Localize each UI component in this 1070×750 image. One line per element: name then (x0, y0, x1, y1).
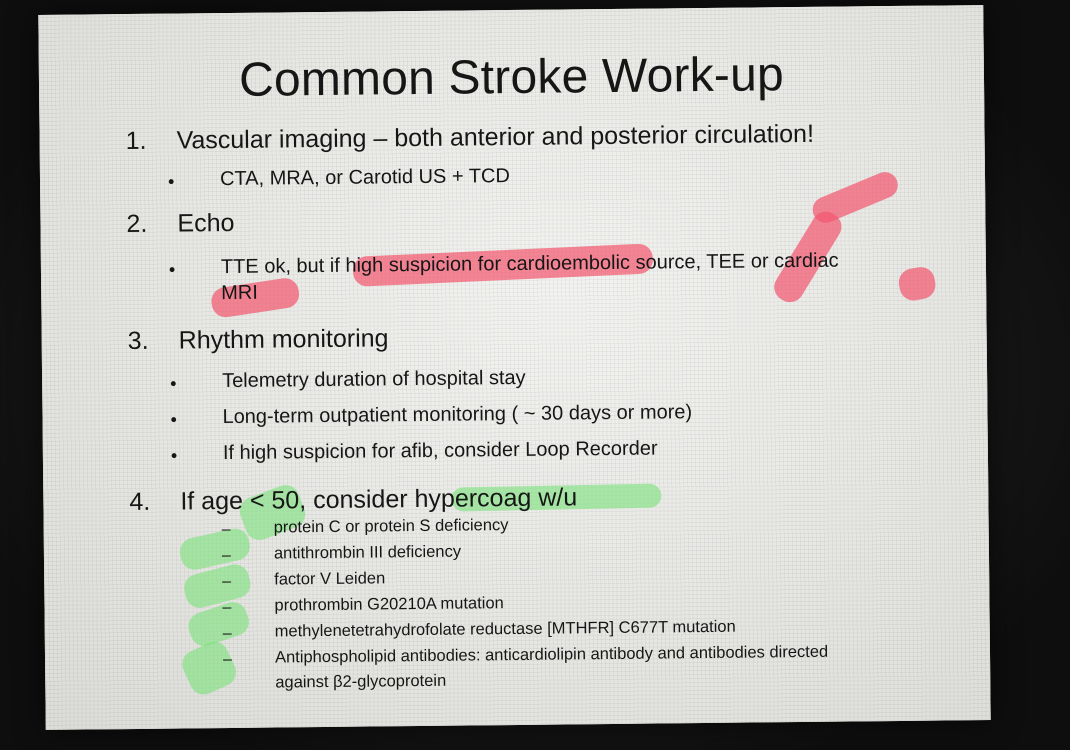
dash-icon: – (221, 546, 231, 565)
item-number-2: 2. (126, 209, 148, 239)
item-2-bullet-1-continued: MRI (221, 281, 258, 305)
item-3-bullet-2: Long-term outpatient monitoring ( ~ 30 days or more) (222, 401, 693, 429)
bullet-icon: • (167, 171, 175, 192)
red-highlight-cardiac (897, 265, 938, 303)
item-4-sub-6: Antiphospholipid antibodies: anticardiolipin antibody and antibodies directed (274, 642, 829, 667)
item-heading-2: Echo (177, 208, 235, 238)
item-4-sub-5: methylenetetrahydrofolate reductase [MTHFR] C677T mutation (274, 617, 736, 641)
item-heading-4: If age < 50, consider hypercoag w/u (180, 483, 578, 516)
item-heading-3: Rhythm monitoring (178, 324, 389, 355)
item-heading-1: Vascular imaging – both anterior and posterior circulation! (176, 119, 815, 155)
item-3-bullet-1: Telemetry duration of hospital stay (222, 366, 526, 393)
item-4-sub-4: prothrombin G20210A mutation (274, 594, 504, 615)
item-4-sub-2: antithrombin III deficiency (273, 542, 462, 563)
dash-icon: – (222, 572, 232, 591)
bullet-icon: • (168, 259, 176, 280)
item-number-3: 3. (127, 326, 149, 356)
bullet-icon: • (170, 373, 177, 394)
dash-icon: – (222, 624, 232, 643)
dash-icon: – (222, 650, 233, 669)
item-4-sub-6-continued: against β2-glycoprotein (275, 671, 447, 692)
dash-icon: – (221, 520, 231, 539)
item-3-bullet-3: If high suspicion for afib, consider Loop Recorder (222, 437, 658, 465)
slide-title: Common Stroke Work-up (238, 48, 785, 107)
item-2-bullet-1: TTE ok, but if high suspicion for cardioembolic source, TEE or cardiac (220, 249, 839, 279)
item-1-bullet-1: CTA, MRA, or Carotid US + TCD (219, 165, 510, 191)
item-number-4: 4. (129, 487, 151, 517)
bullet-icon: • (170, 409, 177, 430)
red-highlight-stroke-arc (809, 168, 902, 227)
bullet-icon: • (170, 445, 178, 466)
presentation-slide (38, 5, 990, 730)
item-number-1: 1. (125, 126, 147, 156)
item-4-sub-1: protein C or protein S deficiency (273, 516, 509, 537)
item-4-sub-3: factor V Leiden (274, 569, 386, 589)
dash-icon: – (222, 598, 232, 617)
